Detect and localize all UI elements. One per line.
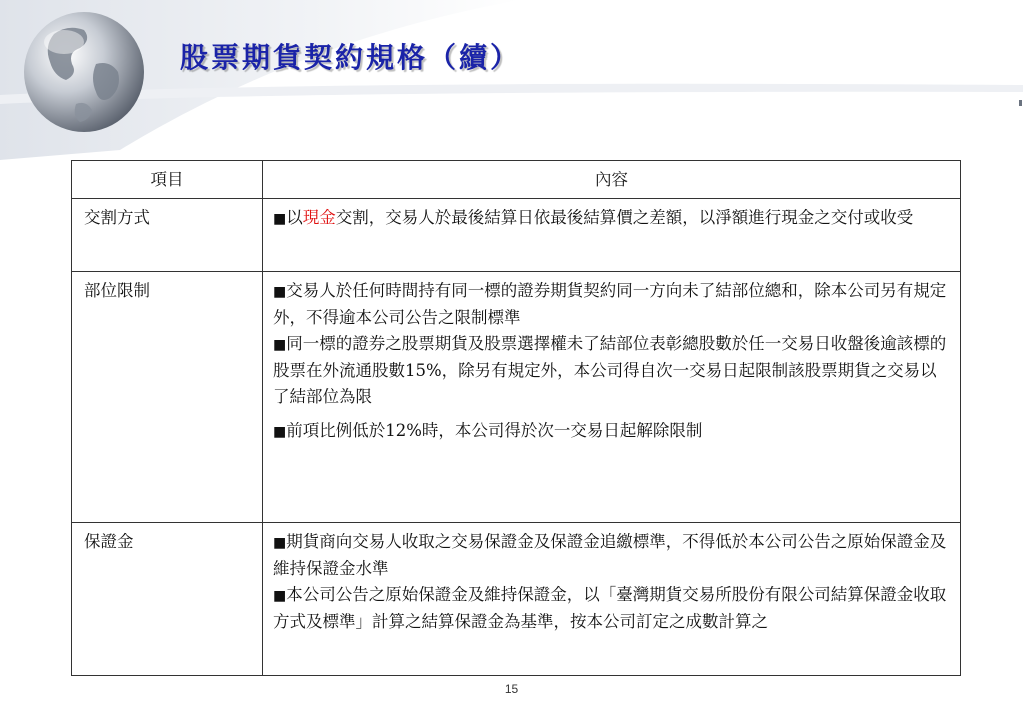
background-swoosh xyxy=(0,0,1023,160)
row-label-margin: 保證金 xyxy=(72,523,263,676)
settlement-prefix: 以 xyxy=(286,208,303,227)
table-row-position-limit xyxy=(72,272,961,523)
globe-icon xyxy=(16,4,146,144)
limit-point-2-text: 同一標的證券之股票期貨及股票選擇權未了結部位表彰總股數於任一交易日收盤後逾該標的股票在外流通股數15%，除另有規定外，本公司得自次一交易日起限制該股票期貨之交易以了結部位為限 xyxy=(273,334,947,406)
limit-point-2 xyxy=(273,331,952,410)
bullet-icon: ■ xyxy=(273,284,287,300)
row-content-margin xyxy=(263,523,961,676)
bullet-icon: ■ xyxy=(273,337,287,353)
row-content-position-limit xyxy=(263,272,961,523)
row-label-position-limit: 部位限制 xyxy=(72,272,263,523)
header-content: 內容 xyxy=(263,161,961,199)
row-content-settlement xyxy=(263,199,961,272)
margin-point-1-text: 期貨商向交易人收取之交易保證金及保證金追繳標準，不得低於本公司公告之原始保證金及維持保證金水準 xyxy=(273,532,947,578)
table-header-row xyxy=(72,161,961,199)
limit-point-1 xyxy=(273,278,952,331)
page-number: 15 xyxy=(504,682,519,696)
bullet-icon: ■ xyxy=(273,424,287,440)
bullet-icon: ■ xyxy=(273,588,287,604)
limit-point-1-text: 交易人於任何時間持有同一標的證券期貨契約同一方向未了結部位總和，除本公司另有規定外，不得逾本公司公告之限制標準 xyxy=(273,281,947,327)
page-title: 股票期貨契約規格（續） xyxy=(180,41,522,74)
bullet-icon: ■ xyxy=(273,535,287,551)
spec-table xyxy=(71,160,961,676)
table-row-margin xyxy=(72,523,961,676)
row-label-settlement: 交割方式 xyxy=(72,199,263,272)
bullet-icon: ■ xyxy=(273,211,287,227)
settlement-rest: 交割，交易人於最後結算日依最後結算價之差額，以淨額進行現金之交付或收受 xyxy=(335,208,914,227)
margin-point-2 xyxy=(273,582,952,635)
decorative-mark xyxy=(1019,100,1022,106)
margin-point-1 xyxy=(273,529,952,582)
limit-point-3 xyxy=(273,418,952,445)
header-item: 項目 xyxy=(72,161,263,199)
settlement-text xyxy=(273,205,952,232)
limit-point-3-text: 前項比例低於12%時，本公司得於次一交易日起解除限制 xyxy=(286,421,703,440)
margin-point-2-text: 本公司公告之原始保證金及維持保證金，以「臺灣期貨交易所股份有限公司結算保證金收取方式及標準」計算之結算保證金為基準，按本公司訂定之成數計算之 xyxy=(273,585,947,631)
table-row-settlement xyxy=(72,199,961,272)
settlement-highlight: 現金 xyxy=(302,208,336,227)
